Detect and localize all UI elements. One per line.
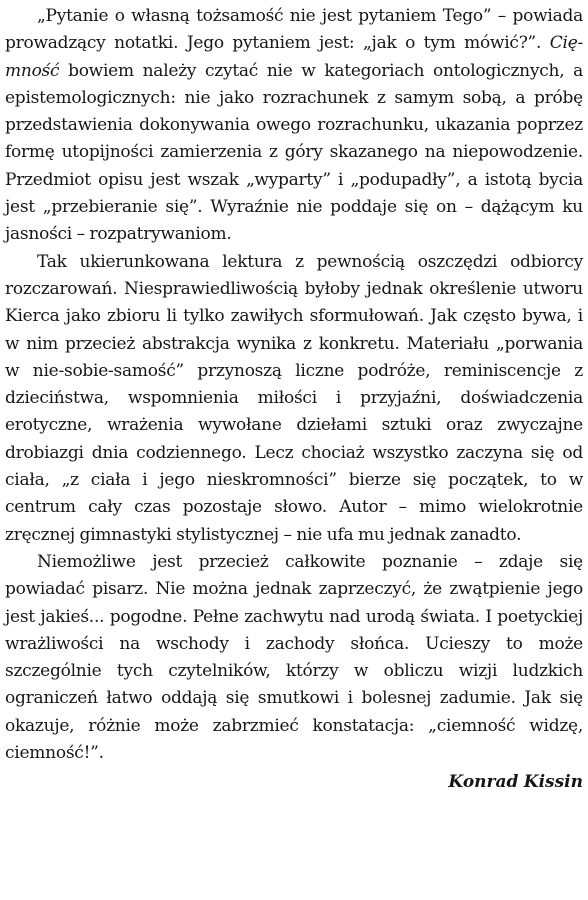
article-paragraph-1 xyxy=(5,3,583,249)
article-page xyxy=(5,3,583,797)
author-signature: Konrad Kissin xyxy=(448,772,583,793)
book-title-italic: Cię-mność xyxy=(5,33,583,81)
paragraph-1-lead: „Pytanie o własną tożsamość nie jest pytaniem Tego” – powiada prowadzący notatki. Jego pytaniem jest: „jak o tym mówić?”. xyxy=(5,6,583,54)
article-paragraph-3: Niemożliwe jest przecież całkowite poznanie – zdaje się powiadać pisarz. Nie można jednak zaprzeczyć, że zwątpienie jego jest jakieś... pogodne. Pełne zachwytu nad urodą świata. I poetyckiej wrażliwości na wschody i zachody słońca. Ucieszy to może szczególnie tych czytelników, którzy w obliczu wizji ludzkich ograniczeń łatwo oddają się smutkowi i bolesnej zadumie. Jak się okazuje, różnie może zabrzmieć konstatacja: „ciemność widzę, ciemność!”. xyxy=(5,551,583,764)
article-paragraph-2: Tak ukierunkowana lektura z pewnością oszczędzi odbiorcy rozczarowań. Niesprawiedliwością byłoby jednak określenie utworu Kierca jako zbioru li tylko zawiłych sformułowań. Jak często bywa, i w nim przecież abstrakcja wynika z konkretu. Materiału „porwania w nie-sobie-samość” przynoszą liczne podróże, reminiscencje z dzieciństwa, wspomnienia miłości i przyjaźni, doświadczenia erotyczne, wrażenia wywołane dziełami sztuki oraz zwyczajne drobiazgi dnia codziennego. Lecz chociaż wszystko zaczyna się od ciała, „z ciała i jego nieskromności” bierze się początek, to w centrum cały czas pozostaje słowo. Autor – mimo wielokrotnie zręcznej gimnastyki stylistycznej – nie ufa mu jednak zanadto. xyxy=(5,251,583,545)
paragraph-1-tail: bowiem należy czytać nie w kategoriach ontologicznych, a epistemologicznych: nie jako rozrachunek z samym sobą, a próbę przedstawienia dokonywania owego rozrachunku, ukazania poprzez formę utopijności zamierzenia z góry skazanego na niepowodzenie. Przedmiot opisu jest wszak „wyparty” i „podupadły”, a istotą bycia jest „przebieranie się”. Wyraźnie nie poddaje się on – dążącym ku jasności – rozpatrywaniom. xyxy=(5,60,583,245)
